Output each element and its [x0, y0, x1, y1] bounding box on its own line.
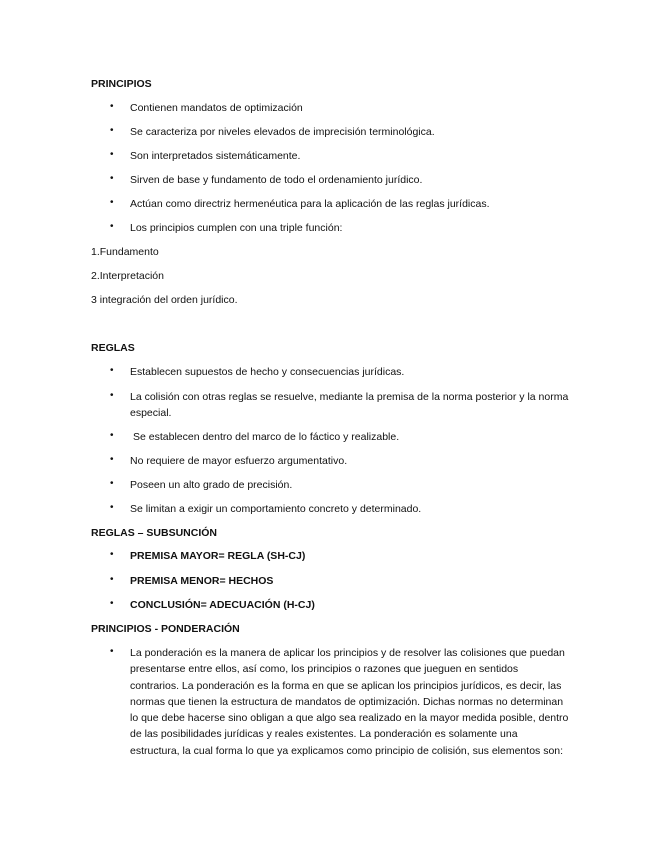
ponderacion-paragraph: La ponderación es la manera de aplicar los principios y de resolver las colisiones que puedan presentarse entre ellos, así como, los principios o razones que jueguen en sentidos contrarios. La ponderación es la forma en que se aplican los principios jurídicos, es decir, las normas que tienen la estructura de mandatos de optimización. Dichas normas no determinan lo que debe hacerse sino obligan a que algo sea realizado en la mayor medida posible, dentro de las posibilidades jurídicas y reales existentes. La ponderación es solamente una estructura, la cual forma lo que ya explicamos como principio de colisión, sus elementos son: — [130, 647, 569, 757]
bullet-icon: • — [110, 646, 114, 657]
list-item: Contienen mandatos de optimización — [130, 102, 303, 114]
list-item: Sirven de base y fundamento de todo el ordenamiento jurídico. — [130, 174, 423, 186]
list-item: Se limitan a exigir un comportamiento concreto y determinado. — [130, 503, 422, 515]
bullet-icon: • — [110, 502, 114, 513]
ponderacion-heading: PRINCIPIOS - PONDERACIÓN — [91, 623, 240, 635]
principios-heading: PRINCIPIOS — [91, 78, 152, 90]
bullet-icon: • — [110, 365, 114, 376]
list-item: PREMISA MENOR= HECHOS — [130, 575, 274, 587]
list-item: Actúan como directriz hermenéutica para la aplicación de las reglas jurídicas. — [130, 198, 490, 210]
list-item: Se establecen dentro del marco de lo fáctico y realizable. — [133, 431, 400, 443]
bullet-icon: • — [110, 125, 114, 136]
list-item: La colisión con otras reglas se resuelve, mediante la premisa de la norma posterior y la norma especial. — [130, 391, 569, 420]
list-item: CONCLUSIÓN= ADECUACIÓN (H-CJ) — [130, 599, 315, 611]
function-item: 3 integración del orden jurídico. — [91, 294, 238, 306]
bullet-icon: • — [110, 598, 114, 609]
bullet-icon: • — [110, 149, 114, 160]
bullet-icon: • — [110, 454, 114, 465]
list-item: Son interpretados sistemáticamente. — [130, 150, 301, 162]
reglas-heading: REGLAS — [91, 342, 135, 354]
function-item: 2.Interpretación — [91, 270, 164, 282]
list-item: Se caracteriza por niveles elevados de imprecisión terminológica. — [130, 126, 435, 138]
bullet-icon: • — [110, 101, 114, 112]
bullet-icon: • — [110, 221, 114, 232]
bullet-icon: • — [110, 430, 114, 441]
bullet-icon: • — [110, 197, 114, 208]
list-item: Establecen supuestos de hecho y consecuencias jurídicas. — [130, 366, 405, 378]
bullet-icon: • — [110, 173, 114, 184]
bullet-icon: • — [110, 478, 114, 489]
list-item: Poseen un alto grado de precisión. — [130, 479, 293, 491]
list-item: PREMISA MAYOR= REGLA (SH-CJ) — [130, 550, 306, 562]
bullet-icon: • — [110, 390, 114, 401]
function-item: 1.Fundamento — [91, 246, 159, 258]
list-item: Los principios cumplen con una triple función: — [130, 222, 343, 234]
list-item: No requiere de mayor esfuerzo argumentativo. — [130, 455, 348, 467]
bullet-icon: • — [110, 574, 114, 585]
subsuncion-heading: REGLAS – SUBSUNCIÓN — [91, 527, 218, 539]
bullet-icon: • — [110, 549, 114, 560]
